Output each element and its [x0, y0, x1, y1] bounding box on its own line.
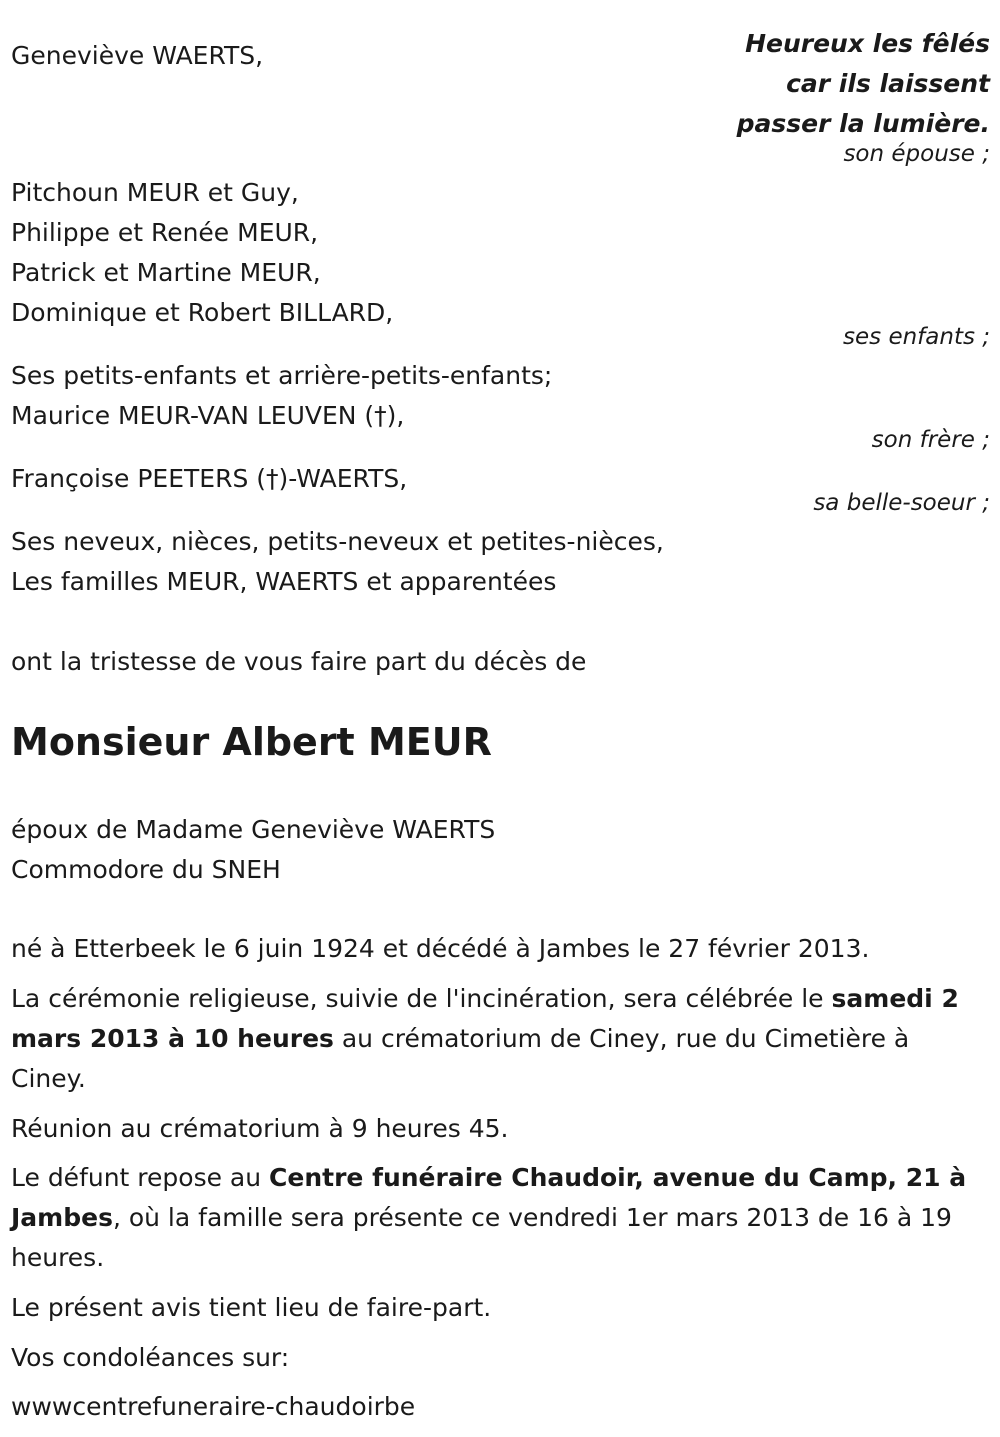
- ceremony-text-start: La cérémonie religieuse, suivie de l'incinération, sera célébrée le: [11, 984, 832, 1013]
- deceased-title-rank: Commodore du SNEH: [11, 855, 281, 884]
- quote-line-1: Heureux les fêlés: [745, 29, 990, 58]
- spouse-role: son épouse ;: [843, 141, 990, 167]
- brother-role: son frère ;: [871, 427, 990, 453]
- funeral-home-address: Centre funéraire Chaudoir, avenue du Camp, 21 à Jambes: [11, 1163, 967, 1232]
- child-4: Dominique et Robert BILLARD,: [11, 298, 394, 327]
- condolences-website: wwwcentrefuneraire-chaudoirbe: [11, 1392, 416, 1421]
- ceremony-date: samedi 2 mars 2013 à 10 heures: [11, 984, 959, 1053]
- families-line: Les familles MEUR, WAERTS et apparentées: [11, 567, 557, 596]
- notice-line: Le présent avis tient lieu de faire-part.: [11, 1293, 492, 1322]
- meeting-line: Réunion au crématorium à 9 heures 45.: [11, 1114, 509, 1143]
- ceremony-paragraph: [11, 979, 976, 1099]
- sister-in-law-role: sa belle-soeur ;: [813, 490, 990, 516]
- rest-paragraph: [11, 1158, 976, 1278]
- ceremony-text-end: au crématorium de Ciney, rue du Cimetière à Ciney.: [11, 1024, 910, 1093]
- nephews-line: Ses neveux, nièces, petits-neveux et petites-nièces,: [11, 527, 664, 556]
- children-role: ses enfants ;: [843, 324, 990, 350]
- deceased-name: Monsieur Albert MEUR: [11, 720, 492, 764]
- child-1: Pitchoun MEUR et Guy,: [11, 178, 299, 207]
- condolences-label: Vos condoléances sur:: [11, 1343, 290, 1372]
- quote-line-3: passer la lumière.: [736, 109, 990, 138]
- rest-text-end: , où la famille sera présente ce vendredi 1er mars 2013 de 16 à 19 heures.: [11, 1203, 952, 1272]
- spouse-name: Geneviève WAERTS,: [11, 41, 264, 70]
- brother-name: Maurice MEUR-VAN LEUVEN (†),: [11, 401, 405, 430]
- child-2: Philippe et Renée MEUR,: [11, 218, 319, 247]
- deceased-title-spouse: époux de Madame Geneviève WAERTS: [11, 815, 496, 844]
- grandchildren-line: Ses petits-enfants et arrière-petits-enfants;: [11, 361, 553, 390]
- sister-in-law-name: Françoise PEETERS (†)-WAERTS,: [11, 464, 408, 493]
- epigraph-quote: [737, 24, 990, 144]
- quote-line-2: car ils laissent: [786, 69, 990, 98]
- birth-death-line: né à Etterbeek le 6 juin 1924 et décédé à Jambes le 27 février 2013.: [11, 934, 870, 963]
- announcement-line: ont la tristesse de vous faire part du décès de: [11, 647, 587, 676]
- rest-text-start: Le défunt repose au: [11, 1163, 270, 1192]
- child-3: Patrick et Martine MEUR,: [11, 258, 321, 287]
